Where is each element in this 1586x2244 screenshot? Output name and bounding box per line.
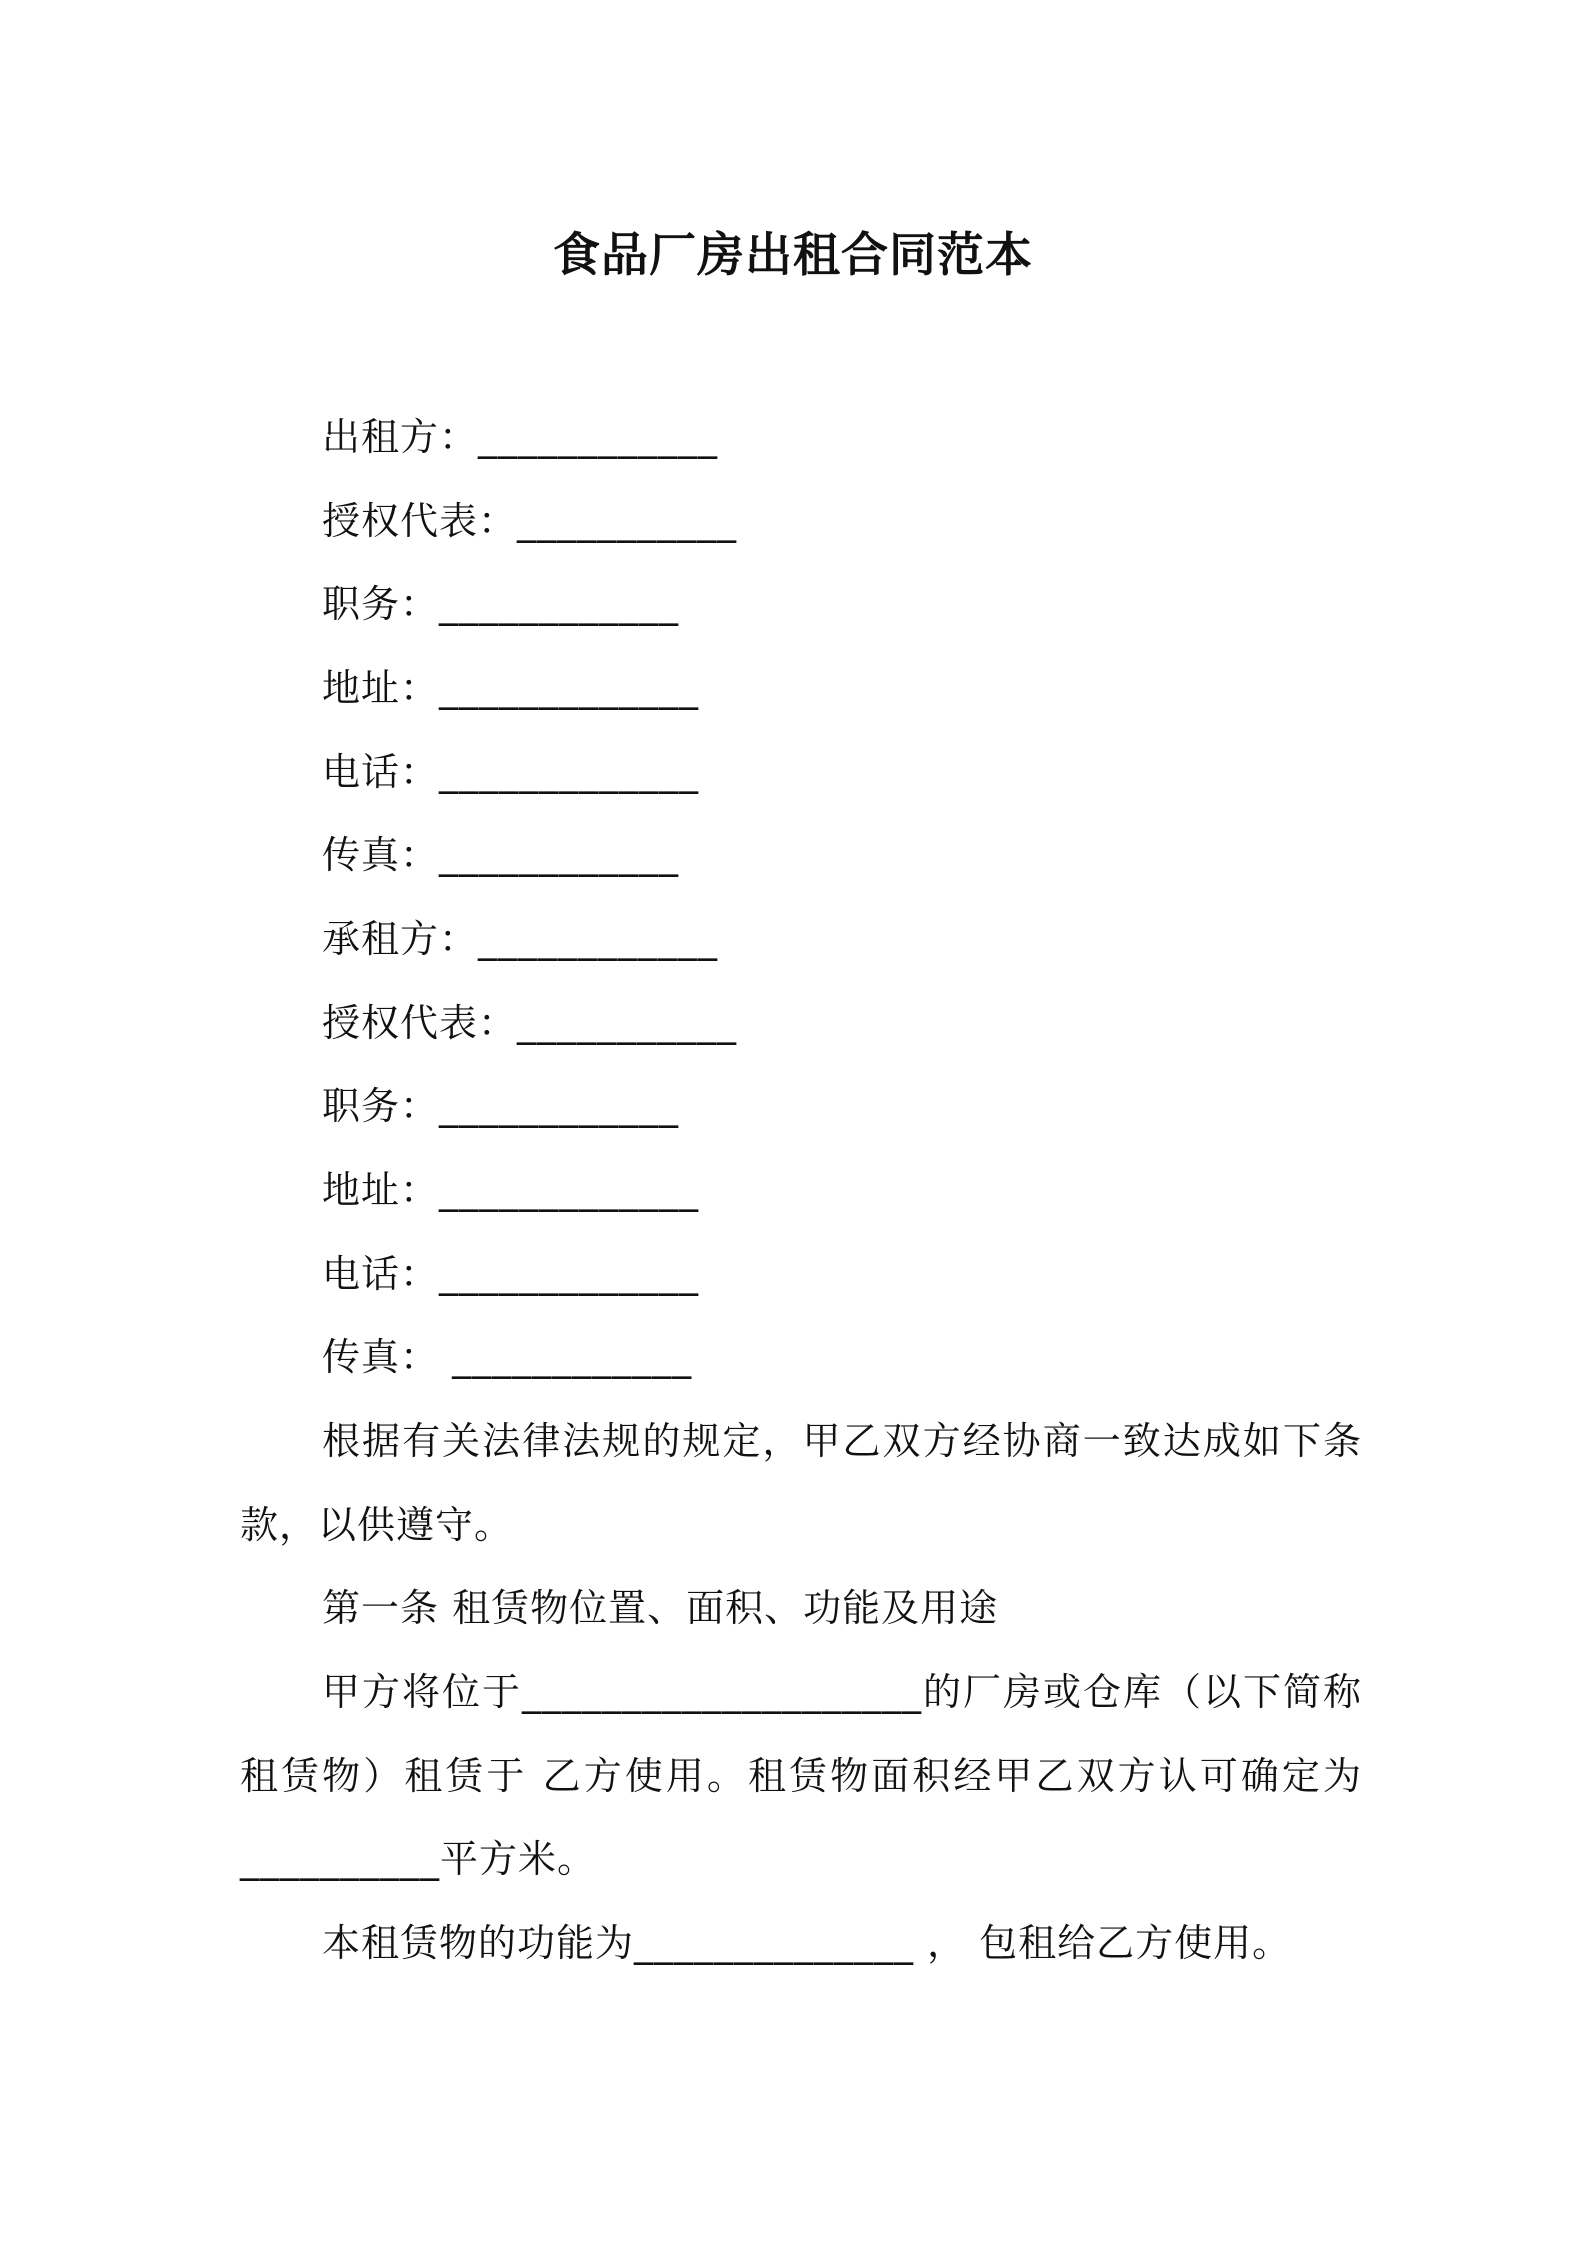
lessee-position-field: 职务：____________ (322, 1084, 680, 1128)
lessee-phone-field: 电话：_____________ (322, 1252, 700, 1296)
lessor-position-field: 职务：____________ (322, 582, 680, 626)
article-1-function-paragraph: 本租赁物的功能为______________ ， 包租给乙方使用。 (322, 1921, 1292, 1965)
lessor-name-field: 出租方：____________ (322, 415, 719, 459)
lessor-fax-field: 传真：____________ (322, 833, 680, 877)
lessor-representative-field: 授权代表：___________ (322, 499, 738, 543)
lessor-address-field: 地址：_____________ (322, 666, 700, 710)
lessee-name-field: 承租方：____________ (322, 917, 719, 961)
article-1-paragraph-line-3: __________平方米。 (240, 1837, 597, 1881)
lessee-address-field: 地址：_____________ (322, 1168, 700, 1212)
intro-paragraph-line-2: 款，以供遵守。 (240, 1503, 514, 1547)
lessee-representative-field: 授权代表：___________ (322, 1001, 738, 1045)
article-1-paragraph-line-1: 甲方将位于____________________的厂房或仓库（以下简称 (322, 1670, 1362, 1714)
document-title: 食品厂房出租合同范本 (553, 228, 1033, 283)
article-1-heading: 第一条 租赁物位置、面积、功能及用途 (322, 1586, 999, 1630)
intro-paragraph-line-1: 根据有关法律法规的规定，甲乙双方经协商一致达成如下条 (322, 1419, 1362, 1463)
article-1-paragraph-line-2: 租赁物）租赁于 乙方使用。租赁物面积经甲乙双方认可确定为 (240, 1754, 1362, 1798)
lessor-phone-field: 电话：_____________ (322, 750, 700, 794)
lessee-fax-field: 传真： ____________ (322, 1335, 693, 1379)
